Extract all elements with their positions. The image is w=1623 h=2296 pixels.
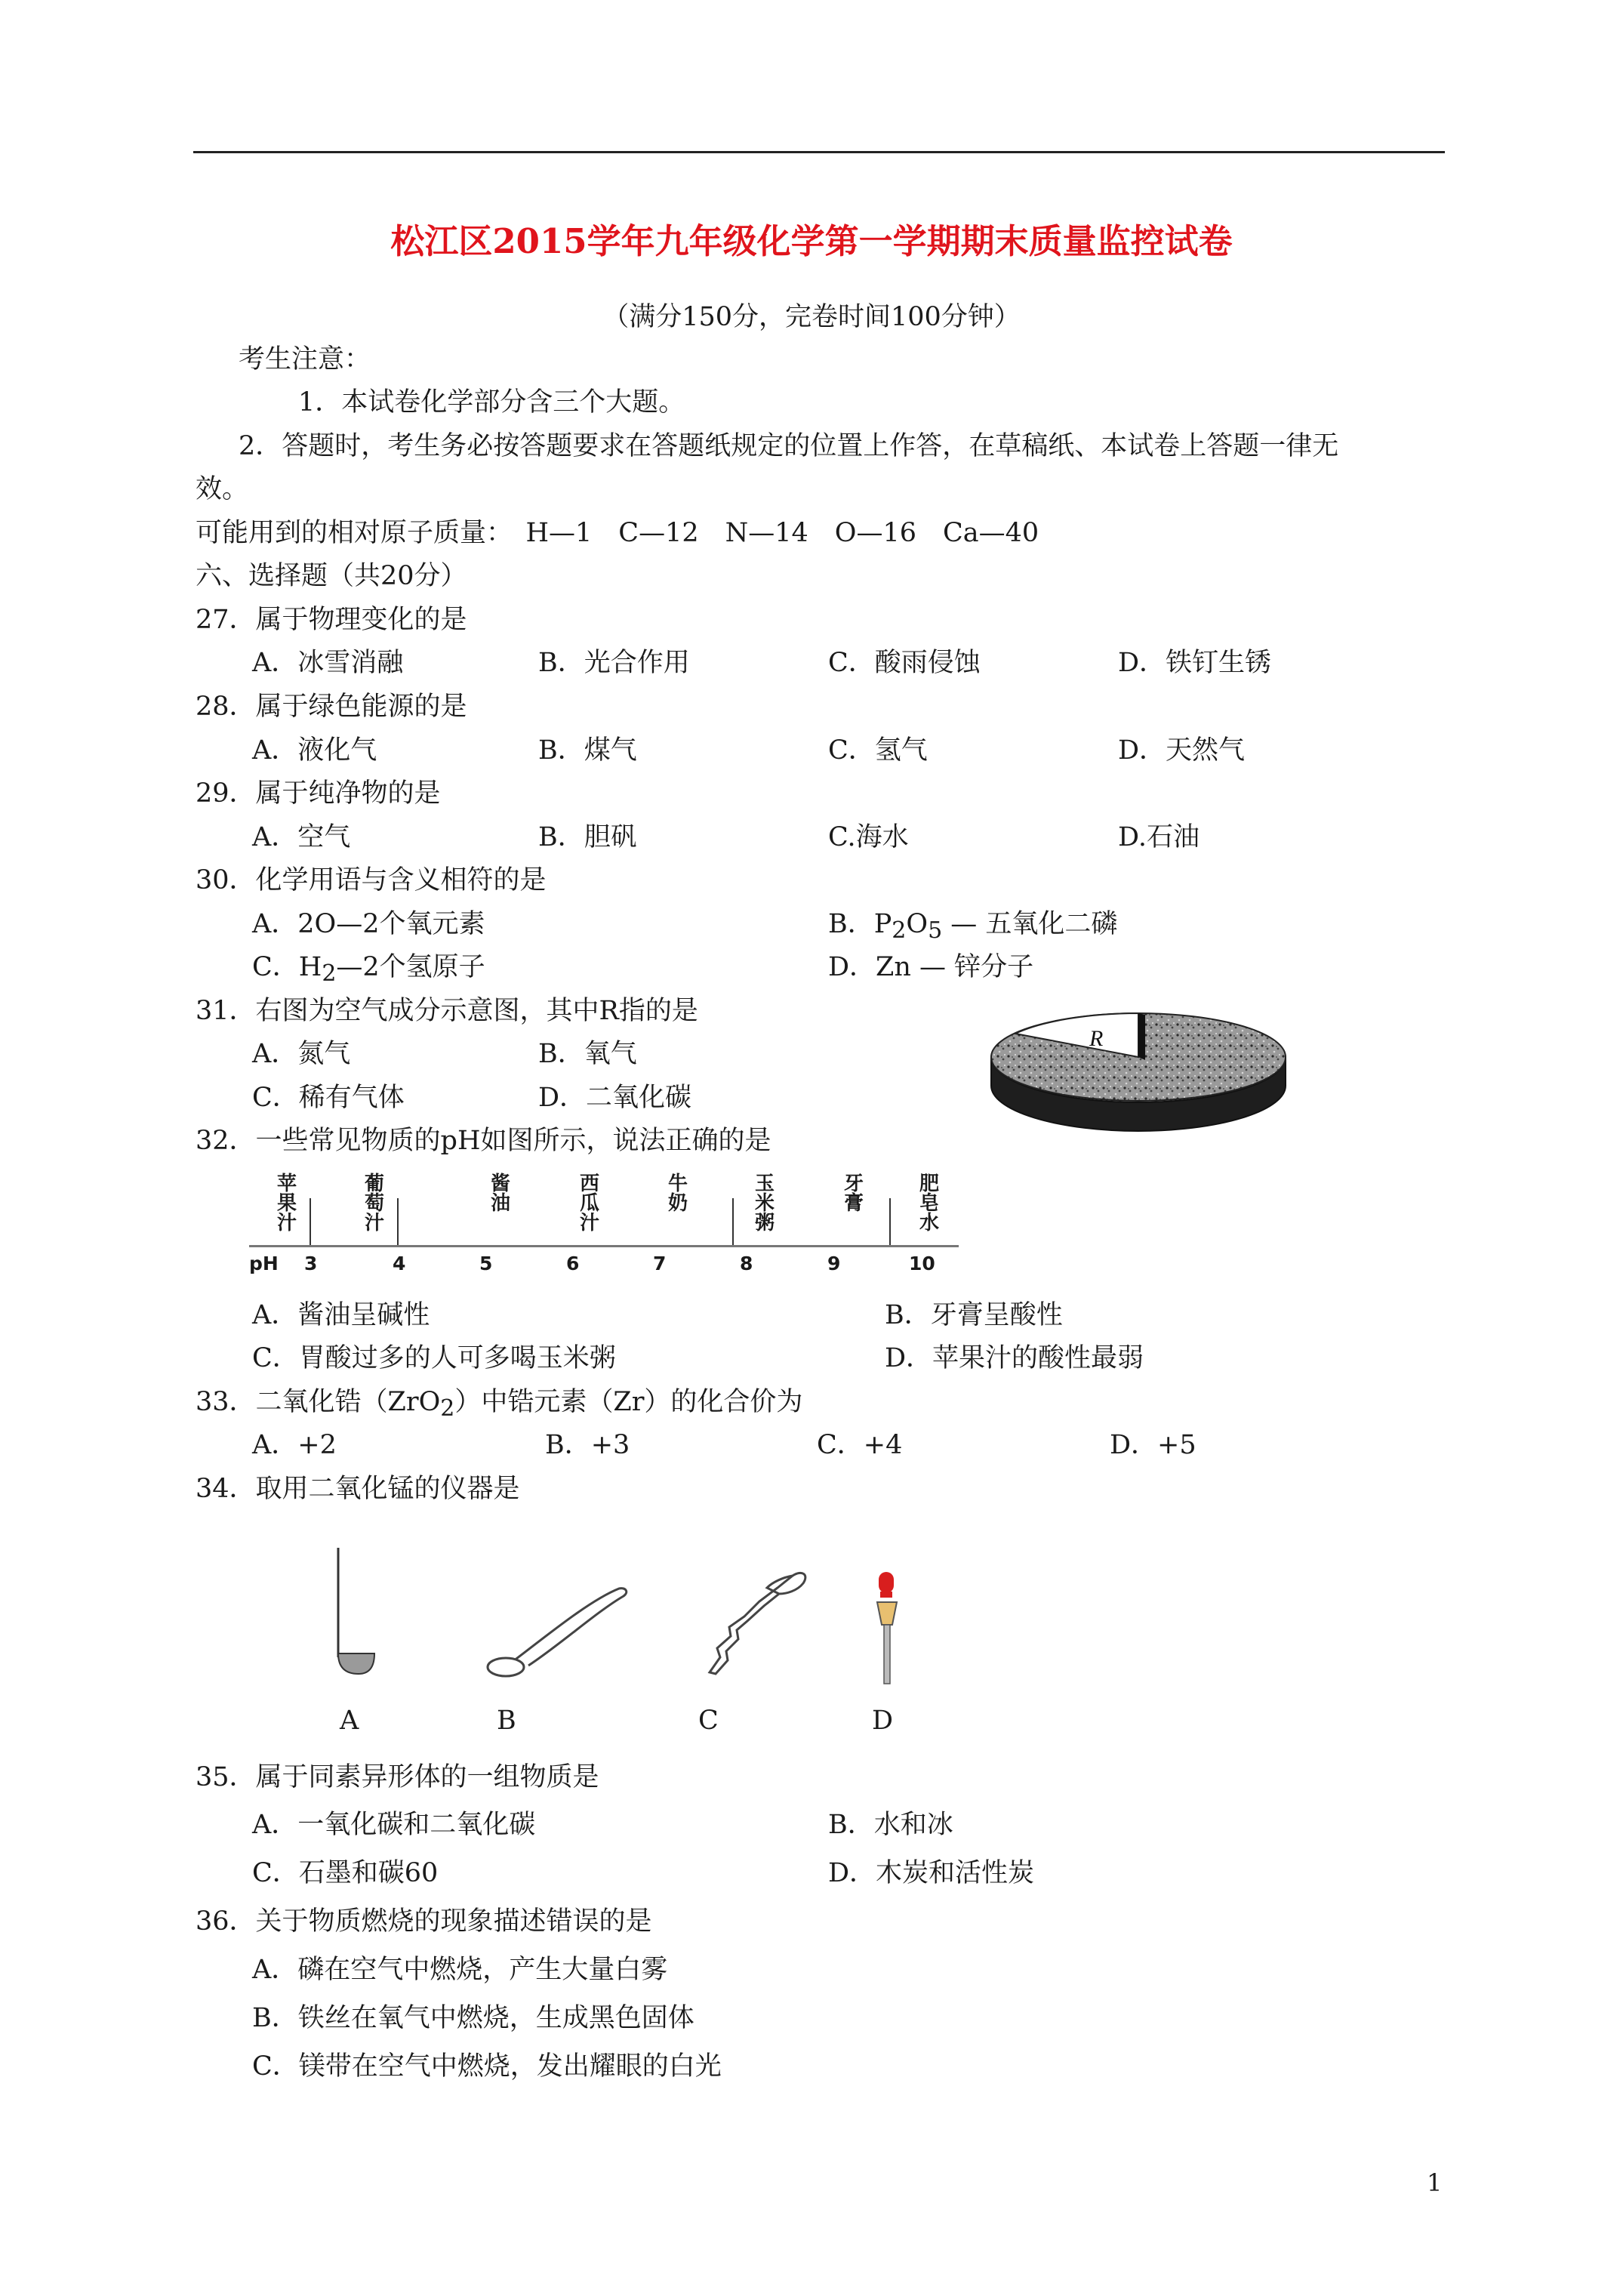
question-28-option-a: A．液化气 bbox=[252, 735, 377, 766]
question-33-stem: 33．二氧化锆（ZrO2）中锆元素（Zr）的化合价为 bbox=[196, 1387, 803, 1422]
question-31-option-d: D．二氧化碳 bbox=[538, 1083, 692, 1113]
question-29-option-b: B．胆矾 bbox=[538, 822, 637, 852]
question-29-stem: 29．属于纯净物的是 bbox=[196, 778, 441, 809]
question-33-option-c: C．+4 bbox=[817, 1430, 903, 1460]
note-item-2-cont: 效。 bbox=[196, 474, 249, 504]
ph-marker bbox=[397, 1198, 399, 1245]
dropper-icon bbox=[868, 1570, 906, 1691]
question-36-option-a: A．磷在空气中燃烧，产生大量白雾 bbox=[252, 1955, 668, 1985]
section-heading: 六、选择题（共20分） bbox=[196, 561, 467, 591]
question-27-stem: 27．属于物理变化的是 bbox=[196, 605, 467, 635]
note-item-1: 1．本试卷化学部分含三个大题。 bbox=[298, 387, 685, 418]
question-36-stem: 36．关于物质燃烧的现象描述错误的是 bbox=[196, 1906, 652, 1937]
question-28-option-b: B．煤气 bbox=[538, 735, 637, 766]
question-33-option-b: B．+3 bbox=[545, 1430, 630, 1460]
question-34-label-c: C bbox=[698, 1706, 719, 1736]
disc-label-r: R bbox=[1089, 1026, 1104, 1051]
ph-axis-label: pH bbox=[249, 1253, 279, 1274]
ph-tick: 8 bbox=[740, 1253, 753, 1274]
ph-substance-label: 酱油 bbox=[491, 1173, 511, 1215]
question-27-option-c: C．酸雨侵蚀 bbox=[828, 648, 981, 678]
question-30-option-a: A．2O—2个氧元素 bbox=[252, 909, 485, 939]
question-30-option-b: B．P2O5 — 五氧化二磷 bbox=[828, 909, 1118, 944]
question-34-label-a: A bbox=[340, 1706, 359, 1736]
air-composition-disc-figure bbox=[985, 1012, 1295, 1140]
ph-tick: 4 bbox=[393, 1253, 406, 1274]
question-27-option-d: D．铁钉生锈 bbox=[1118, 648, 1272, 678]
question-31-stem: 31．右图为空气成分示意图，其中R指的是 bbox=[196, 996, 698, 1026]
note-item-2: 2．答题时，考生务必按答题要求在答题纸规定的位置上作答，在草稿纸、本试卷上答题一律无 bbox=[239, 431, 1339, 461]
question-27-option-b: B．光合作用 bbox=[538, 648, 690, 678]
ph-axis bbox=[249, 1245, 959, 1247]
question-28-stem: 28．属于绿色能源的是 bbox=[196, 692, 467, 722]
question-32-option-d: D．苹果汁的酸性最弱 bbox=[885, 1343, 1144, 1373]
ph-tick: 5 bbox=[479, 1253, 493, 1274]
ph-scale-figure bbox=[249, 1174, 974, 1287]
question-35-option-d: D．木炭和活性炭 bbox=[828, 1858, 1035, 1888]
question-27-option-a: A．冰雪消融 bbox=[252, 648, 404, 678]
ph-marker bbox=[732, 1198, 734, 1245]
atomic-masses: 可能用到的相对原子质量： H—1 C—12 N—14 O—16 Ca—40 bbox=[196, 518, 1039, 548]
ph-marker bbox=[310, 1198, 311, 1245]
question-30-option-c: C．H2—2个氢原子 bbox=[252, 952, 485, 987]
ph-substance-label: 玉米粥 bbox=[755, 1173, 775, 1234]
question-32-option-a: A．酱油呈碱性 bbox=[252, 1300, 430, 1330]
notes-heading: 考生注意： bbox=[239, 344, 371, 374]
question-36-option-c: C．镁带在空气中燃烧，发出耀眼的白光 bbox=[252, 2051, 722, 2082]
question-34-label-b: B bbox=[497, 1706, 516, 1736]
question-30-option-d: D．Zn — 锌分子 bbox=[828, 952, 1034, 982]
question-35-stem: 35．属于同素异形体的一组物质是 bbox=[196, 1762, 599, 1792]
question-33-option-a: A．+2 bbox=[252, 1430, 337, 1460]
question-36-option-b: B．铁丝在氧气中燃烧，生成黑色固体 bbox=[252, 2003, 694, 2033]
ph-substance-label: 西瓜汁 bbox=[580, 1173, 600, 1234]
question-32-stem: 32．一些常见物质的pH如图所示，说法正确的是 bbox=[196, 1126, 771, 1156]
ph-substance-label: 苹果汁 bbox=[277, 1173, 297, 1234]
ph-tick: 3 bbox=[304, 1253, 318, 1274]
ph-tick: 6 bbox=[566, 1253, 580, 1274]
page-number: 1 bbox=[1427, 2168, 1443, 2197]
medicine-spatula-icon bbox=[483, 1578, 634, 1680]
page-subtitle: （满分150分，完卷时间100分钟） bbox=[602, 302, 1021, 332]
question-31-option-a: A．氮气 bbox=[252, 1039, 351, 1069]
page-title: 松江区2015学年九年级化学第一学期期末质量监控试卷 bbox=[390, 221, 1233, 261]
header-rule bbox=[193, 151, 1445, 153]
question-28-option-d: D．天然气 bbox=[1118, 735, 1246, 766]
question-32-option-c: C．胃酸过多的人可多喝玉米粥 bbox=[252, 1343, 616, 1373]
ph-tick: 10 bbox=[909, 1253, 935, 1274]
question-28-option-c: C．氢气 bbox=[828, 735, 928, 766]
question-35-option-c: C．石墨和碳60 bbox=[252, 1858, 439, 1888]
ph-tick: 7 bbox=[653, 1253, 667, 1274]
ph-substance-label: 牛奶 bbox=[668, 1173, 688, 1215]
ph-marker bbox=[889, 1198, 891, 1245]
question-35-option-a: A．一氧化碳和二氧化碳 bbox=[252, 1810, 536, 1840]
question-34-stem: 34．取用二氧化锰的仪器是 bbox=[196, 1474, 520, 1504]
question-30-stem: 30．化学用语与含义相符的是 bbox=[196, 865, 547, 895]
question-32-option-b: B．牙膏呈酸性 bbox=[885, 1300, 1063, 1330]
medicine-spoon-icon bbox=[325, 1544, 385, 1680]
disc-slice-edge bbox=[1138, 1013, 1145, 1060]
question-31-option-c: C．稀有气体 bbox=[252, 1083, 405, 1113]
question-34-label-d: D bbox=[872, 1706, 894, 1736]
ph-substance-label: 牙膏 bbox=[844, 1173, 864, 1215]
question-29-option-c: C.海水 bbox=[828, 822, 909, 852]
question-29-option-d: D.石油 bbox=[1118, 822, 1200, 852]
question-33-option-d: D．+5 bbox=[1110, 1430, 1196, 1460]
crucible-tongs-icon bbox=[694, 1567, 815, 1680]
question-29-option-a: A．空气 bbox=[252, 822, 351, 852]
ph-substance-label: 肥皂水 bbox=[919, 1173, 940, 1234]
question-35-option-b: B．水和冰 bbox=[828, 1810, 953, 1840]
ph-substance-label: 葡萄汁 bbox=[365, 1173, 385, 1234]
question-31-option-b: B．氧气 bbox=[538, 1039, 637, 1069]
ph-tick: 9 bbox=[827, 1253, 841, 1274]
